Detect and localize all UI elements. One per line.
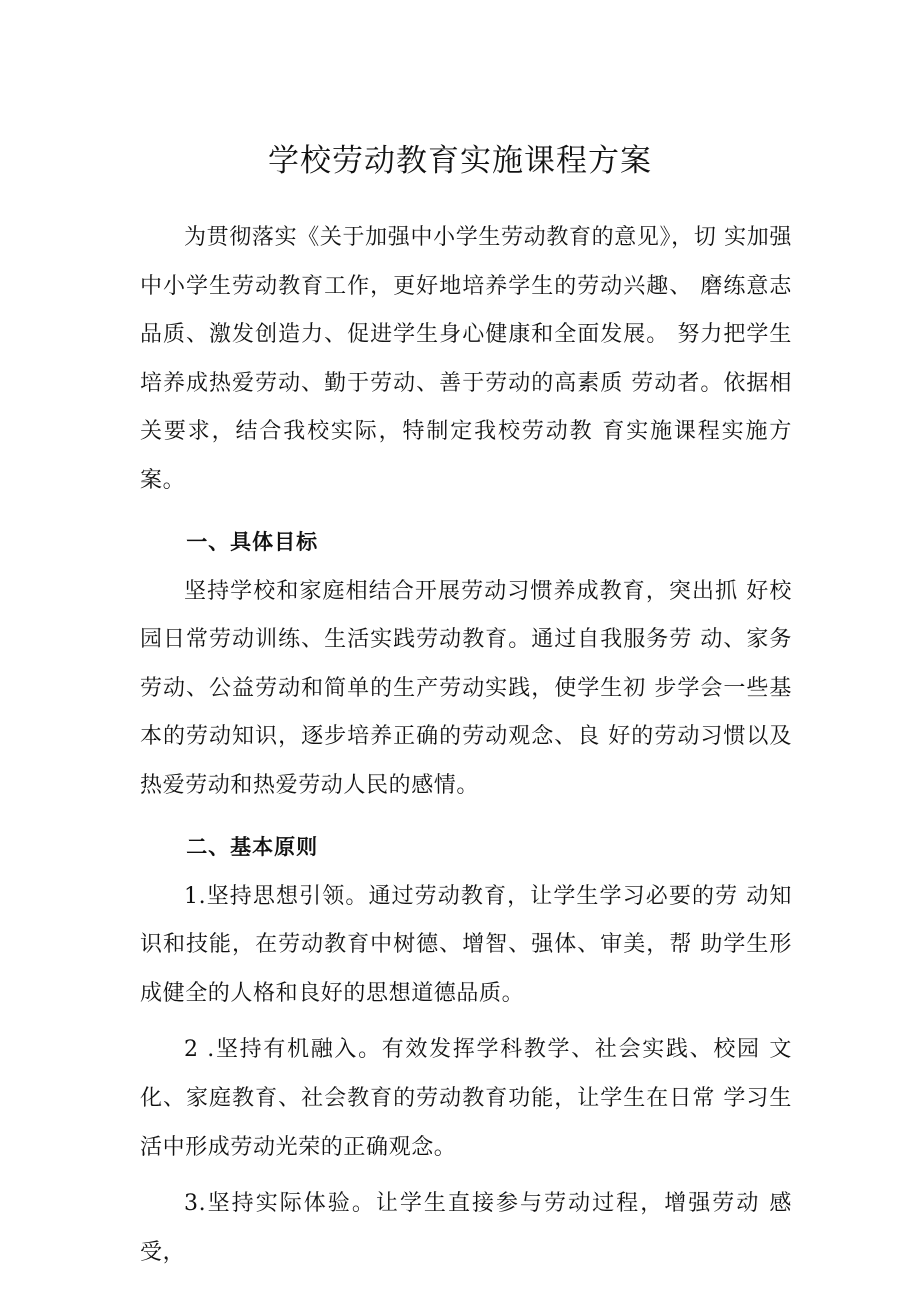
section-heading-goals: 一、具体目标 (186, 529, 319, 554)
spacer (140, 811, 792, 819)
principle-paragraph-2: 2 .坚持有机融入。有效发挥学科教学、社会实践、校园 文化、家庭教育、社会教育的劳动教育功能，让学生在日常 学习生活中形成劳动光荣的正确观念。 (140, 1037, 792, 1160)
document-title: 学校劳动教育实施课程方案 (268, 143, 652, 179)
spacer (140, 1018, 792, 1026)
principle-paragraph-1: 1.坚持思想引领。通过劳动教育，让学生学习必要的劳 动知识和技能，在劳动教育中树德、增智、强体、审美，帮 助学生形成健全的人格和良好的思想道德品质。 (140, 883, 792, 1006)
spacer (140, 506, 792, 514)
goals-paragraph: 坚持学校和家庭相结合开展劳动习惯养成教育，突出抓 好校园日常劳动训练、生活实践劳动教育。通过自我服务劳 动、家务劳动、公益劳动和简单的生产劳动实践，使学生初 步学会一些基本的劳动知识，逐步培养正确的劳动观念、良 好的劳动习惯以及热爱劳动和热爱劳动人民的感情。 (140, 578, 792, 798)
section-heading-principles: 二、基本原则 (186, 834, 319, 859)
document-body (140, 214, 792, 1277)
intro-paragraph: 为贯彻落实《关于加强中小学生劳动教育的意见》，切 实加强中小学生劳动教育工作，更好地培养学生的劳动兴趣、 磨练意志品质、激发创造力、促进学生身心健康和全面发展。 努力把学生培养成热爱劳动、勤于劳动、善于劳动的高素质 劳动者。依据相关要求，结合我校实际，特制定我校劳动教 育实施课程实施方案。 (140, 225, 792, 493)
principle-paragraph-3: 3.坚持实际体验。让学生直接参与劳动过程，增强劳动 感受， (140, 1191, 792, 1265)
spacer (140, 1172, 792, 1180)
